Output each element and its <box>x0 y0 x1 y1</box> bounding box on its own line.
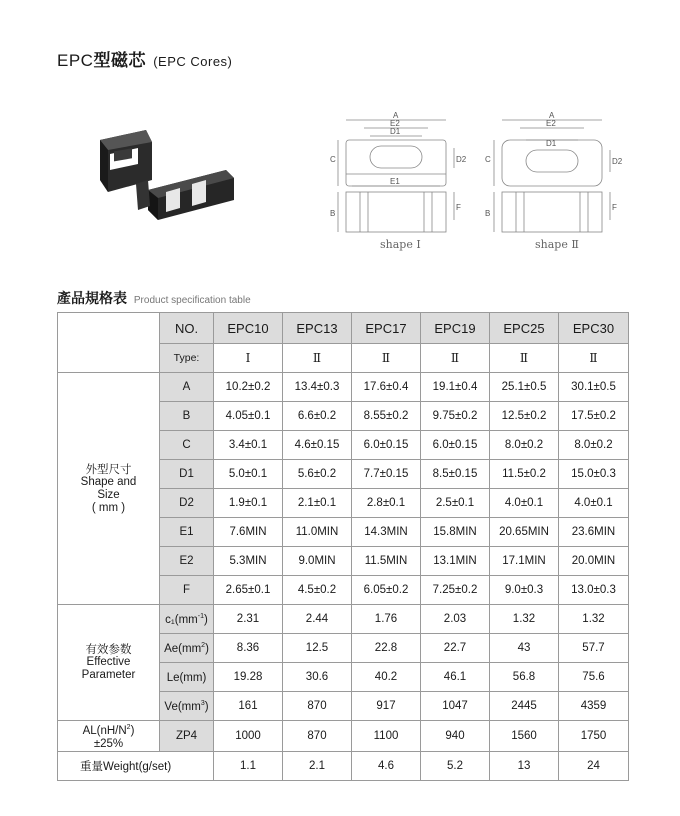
value-cell: 2445 <box>490 692 559 721</box>
value-cell: 13 <box>490 751 559 780</box>
dim-f: F <box>456 203 461 212</box>
value-cell: 5.2 <box>421 751 490 780</box>
table-title <box>57 288 251 308</box>
value-cell: 1000 <box>214 721 283 752</box>
value-cell: 30.1±0.5 <box>559 373 629 402</box>
al-label-end: ) <box>130 724 135 737</box>
title-en: (EPC Cores) <box>153 54 233 69</box>
value-cell: 11.0MIN <box>283 518 352 547</box>
dimension-label: D1 <box>160 460 214 489</box>
dim-f: F <box>612 203 617 212</box>
al-label-main: AL(nH/N <box>82 724 127 737</box>
value-cell: 8.0±0.2 <box>559 431 629 460</box>
value-cell: 7.25±0.2 <box>421 576 490 605</box>
dim-e2: E2 <box>546 119 556 128</box>
type-cell: Ⅱ <box>421 344 490 373</box>
param-label-end: ) <box>204 700 209 713</box>
value-cell: 8.36 <box>214 634 283 663</box>
param-group-zh: 有效参数 <box>85 642 132 656</box>
value-cell: 1.76 <box>352 605 421 634</box>
value-cell: 75.6 <box>559 663 629 692</box>
title-zh: 型磁芯 <box>93 51 146 71</box>
dimension-label: E2 <box>160 547 214 576</box>
shape-group-en2: Size <box>97 488 120 501</box>
dimension-label: B <box>160 402 214 431</box>
shape-group-en1: Shape and <box>80 475 137 488</box>
value-cell: 4.0±0.1 <box>490 489 559 518</box>
value-cell: 23.6MIN <box>559 518 629 547</box>
shape1-label: shape Ⅰ <box>380 238 421 251</box>
value-cell: 1750 <box>559 721 629 752</box>
shape-group-unit: ( mm ) <box>91 501 126 514</box>
value-cell: 17.6±0.4 <box>352 373 421 402</box>
table-title-en: Product specification table <box>133 295 251 306</box>
header-row <box>58 313 629 344</box>
value-cell: 917 <box>352 692 421 721</box>
param-label <box>160 605 214 634</box>
type-cell: Ⅱ <box>352 344 421 373</box>
value-cell: 161 <box>214 692 283 721</box>
value-cell: 12.5±0.2 <box>490 402 559 431</box>
value-cell: 20.0MIN <box>559 547 629 576</box>
value-cell: 2.03 <box>421 605 490 634</box>
value-cell: 870 <box>283 721 352 752</box>
type-label: Type: <box>160 344 214 373</box>
value-cell: 22.7 <box>421 634 490 663</box>
param-label-main: c₁(mm <box>165 613 198 626</box>
value-cell: 6.05±0.2 <box>352 576 421 605</box>
param-label-sup: -1 <box>197 612 204 620</box>
value-cell: 2.65±0.1 <box>214 576 283 605</box>
dimension-label: F <box>160 576 214 605</box>
dimension-label: D2 <box>160 489 214 518</box>
value-cell: 2.1 <box>283 751 352 780</box>
value-cell: 14.3MIN <box>352 518 421 547</box>
value-cell: 11.5±0.2 <box>490 460 559 489</box>
value-cell: 43 <box>490 634 559 663</box>
value-cell: 10.2±0.2 <box>214 373 283 402</box>
param-group-label <box>58 605 160 721</box>
value-cell: 1047 <box>421 692 490 721</box>
param-label <box>160 634 214 663</box>
value-cell: 1.32 <box>559 605 629 634</box>
value-cell: 4.6±0.15 <box>283 431 352 460</box>
value-cell: 7.6MIN <box>214 518 283 547</box>
value-cell: 4.6 <box>352 751 421 780</box>
value-cell: 4.5±0.2 <box>283 576 352 605</box>
value-cell: 9.0±0.3 <box>490 576 559 605</box>
value-cell: 13.4±0.3 <box>283 373 352 402</box>
value-cell: 2.8±0.1 <box>352 489 421 518</box>
value-cell: 2.1±0.1 <box>283 489 352 518</box>
value-cell: 2.44 <box>283 605 352 634</box>
dim-b: B <box>485 209 491 218</box>
dim-d2: D2 <box>612 157 623 166</box>
value-cell: 30.6 <box>283 663 352 692</box>
value-cell: 17.1MIN <box>490 547 559 576</box>
epc-core-photo <box>88 120 238 225</box>
value-cell: 7.7±0.15 <box>352 460 421 489</box>
shape-row <box>58 373 629 402</box>
value-cell: 940 <box>421 721 490 752</box>
param-label-sup: 2 <box>201 641 206 649</box>
value-cell: 2.31 <box>214 605 283 634</box>
model-header: EPC10 <box>214 313 283 344</box>
value-cell: 6.0±0.15 <box>421 431 490 460</box>
value-cell: 57.7 <box>559 634 629 663</box>
value-cell: 8.5±0.15 <box>421 460 490 489</box>
value-cell: 15.0±0.3 <box>559 460 629 489</box>
value-cell: 5.6±0.2 <box>283 460 352 489</box>
type-cell: Ⅱ <box>283 344 352 373</box>
value-cell: 40.2 <box>352 663 421 692</box>
value-cell: 4.05±0.1 <box>214 402 283 431</box>
shape-group-zh: 外型尺寸 <box>85 461 132 476</box>
al-label-sup: 2 <box>126 724 131 731</box>
value-cell: 2.5±0.1 <box>421 489 490 518</box>
value-cell: 1.9±0.1 <box>214 489 283 518</box>
shape-group-label <box>58 373 160 605</box>
value-cell: 9.75±0.2 <box>421 402 490 431</box>
type-cell: Ⅱ <box>490 344 559 373</box>
dimension-label: C <box>160 431 214 460</box>
dim-a: A <box>549 112 555 120</box>
value-cell: 9.0MIN <box>283 547 352 576</box>
param-label-main: Ae(mm <box>164 642 202 655</box>
value-cell: 6.0±0.15 <box>352 431 421 460</box>
dim-e2: E2 <box>390 119 400 128</box>
model-header: EPC13 <box>283 313 352 344</box>
param-label-end: ) <box>205 642 209 655</box>
al-label <box>58 721 160 752</box>
shape2-label: shape Ⅱ <box>535 238 579 251</box>
dim-d1: D1 <box>390 127 401 136</box>
param-label <box>160 692 214 721</box>
model-header: EPC19 <box>421 313 490 344</box>
model-header: EPC25 <box>490 313 559 344</box>
al-grade: ZP4 <box>160 721 214 752</box>
value-cell: 8.55±0.2 <box>352 402 421 431</box>
param-label-sup: 3 <box>200 699 205 707</box>
param-label <box>160 663 214 692</box>
title-prefix: EPC <box>57 51 94 70</box>
param-label-main: Le(mm) <box>166 671 207 684</box>
al-label-line <box>58 721 159 738</box>
value-cell: 1100 <box>352 721 421 752</box>
value-cell: 12.5 <box>283 634 352 663</box>
param-label-main: Ve(mm <box>164 700 201 713</box>
blank-corner <box>58 313 160 373</box>
dimension-label: A <box>160 373 214 402</box>
dim-c: C <box>485 155 491 164</box>
type-cell: Ⅱ <box>559 344 629 373</box>
value-cell: 1.32 <box>490 605 559 634</box>
value-cell: 46.1 <box>421 663 490 692</box>
value-cell: 13.1MIN <box>421 547 490 576</box>
dim-a: A <box>393 112 399 120</box>
model-header: EPC30 <box>559 313 629 344</box>
page-title <box>57 46 232 71</box>
value-cell: 22.8 <box>352 634 421 663</box>
value-cell: 19.28 <box>214 663 283 692</box>
param-group-en2: Parameter <box>81 669 136 681</box>
dim-e1: E1 <box>390 177 400 186</box>
dimension-label: E1 <box>160 518 214 547</box>
value-cell: 24 <box>559 751 629 780</box>
param-group-en1: Effective <box>86 656 131 668</box>
dim-c: C <box>330 155 336 164</box>
value-cell: 4.0±0.1 <box>559 489 629 518</box>
value-cell: 20.65MIN <box>490 518 559 547</box>
dim-d2: D2 <box>456 155 466 164</box>
value-cell: 1560 <box>490 721 559 752</box>
value-cell: 17.5±0.2 <box>559 402 629 431</box>
model-header: EPC17 <box>352 313 421 344</box>
value-cell: 56.8 <box>490 663 559 692</box>
value-cell: 19.1±0.4 <box>421 373 490 402</box>
value-cell: 11.5MIN <box>352 547 421 576</box>
table-title-zh: 產品規格表 <box>57 291 127 307</box>
type-cell: Ⅰ <box>214 344 283 373</box>
al-row <box>58 721 629 752</box>
value-cell: 6.6±0.2 <box>283 402 352 431</box>
value-cell: 3.4±0.1 <box>214 431 283 460</box>
no-label: NO. <box>160 313 214 344</box>
value-cell: 25.1±0.5 <box>490 373 559 402</box>
value-cell: 4359 <box>559 692 629 721</box>
value-cell: 5.3MIN <box>214 547 283 576</box>
weight-label: 重量Weight(g/set) <box>58 751 214 780</box>
param-label-end: ) <box>204 613 208 626</box>
al-tolerance: ±25% <box>93 737 124 750</box>
value-cell: 8.0±0.2 <box>490 431 559 460</box>
value-cell: 870 <box>283 692 352 721</box>
value-cell: 1.1 <box>214 751 283 780</box>
value-cell: 5.0±0.1 <box>214 460 283 489</box>
dim-d1: D1 <box>546 139 557 148</box>
value-cell: 13.0±0.3 <box>559 576 629 605</box>
value-cell: 15.8MIN <box>421 518 490 547</box>
spec-table <box>57 312 629 781</box>
weight-row <box>58 751 629 780</box>
param-row <box>58 605 629 634</box>
dim-b: B <box>330 209 336 218</box>
